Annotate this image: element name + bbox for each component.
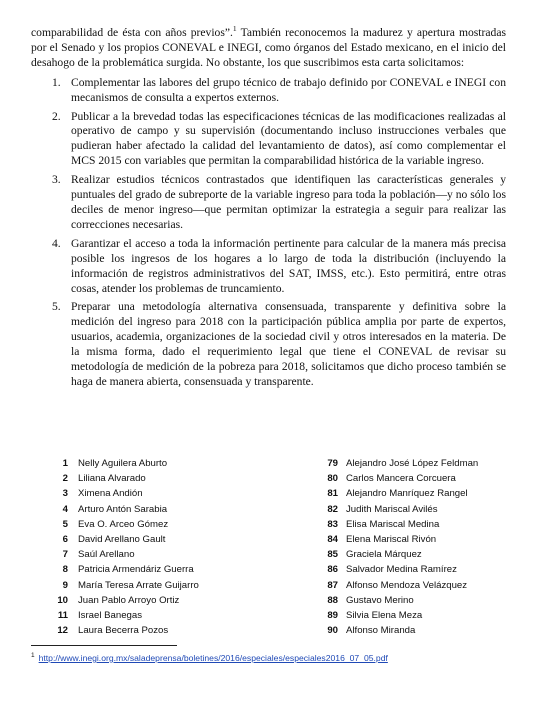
- request-text: Publicar a la brevedad todas las especificaciones técnicas de las modificaciones realizadas al operativo de campo y su supervisión (documentando incluso instrucciones verbales que pudieran haber afectado la calidad del levantamiento de datos), así como complementar el MCS 2015 con variables que permitan la comparabilidad histórica de la variable ingreso.: [71, 109, 506, 168]
- request-list: [31, 76, 506, 390]
- signer-row: [318, 517, 518, 532]
- request-text: Preparar una metodología alternativa consensuada, transparente y definitiva sobre la medición del ingreso para 2018 con la participación pública amplia por parte de expertos, usuarios, academia, organizaciones de la sociedad civil y otros interesados en la materia. De la misma forma, dado el requerimiento legal que tiene el CONEVAL de revisar su metodología de medición de la pobreza para 2018, solicitamos que dicho proceso también se haga de manera abierta, consensuada y transparente.: [71, 300, 506, 388]
- letter-body: [31, 26, 506, 394]
- request-number: 5.: [52, 300, 61, 314]
- signer-number: 5: [62, 518, 68, 530]
- signer-name: Alfonso Miranda: [346, 625, 416, 637]
- signer-name: Ximena Andión: [78, 488, 143, 500]
- intro-text-part2: También reconocemos la madurez y apertura mostradas por el Senado y los propios CONEVAL e INEGI, como órganos del Estado mexicano, en el inicio del desahogo de la problemática surgida. No obstante, los que suscribimos esta carta solicitamos:: [31, 26, 506, 69]
- request-item: [31, 300, 506, 389]
- signer-number: 11: [57, 610, 68, 622]
- footnote-link[interactable]: http://www.inegi.org.mx/saladeprensa/boletines/2016/especiales/especiales2016_07_05.pdf: [38, 652, 388, 663]
- signers-column-left: [50, 456, 250, 638]
- signer-number: 7: [62, 549, 68, 561]
- signer-name: Arturo Antón Sarabia: [78, 503, 168, 515]
- signer-number: 3: [62, 488, 68, 500]
- signer-row: [318, 456, 518, 471]
- signer-number: 89: [327, 610, 338, 622]
- request-number: 1.: [52, 75, 61, 89]
- signer-name: Israel Banegas: [78, 610, 142, 622]
- signer-name: Elena Mariscal Rivón: [346, 534, 437, 546]
- intro-text-part1: comparabilidad de ésta con años previos”.: [31, 26, 233, 39]
- request-item: [31, 237, 506, 297]
- signer-number: 6: [62, 534, 68, 546]
- signer-number: 83: [327, 518, 338, 530]
- signer-row: [50, 502, 250, 517]
- signer-number: 88: [327, 594, 338, 606]
- signer-name: Judith Mariscal Avilés: [346, 503, 438, 515]
- signer-row: [50, 517, 250, 532]
- signer-number: 85: [327, 549, 338, 561]
- signer-number: 8: [62, 564, 68, 576]
- signer-row: [50, 608, 250, 623]
- signer-row: [50, 547, 250, 562]
- signer-row: [318, 532, 518, 547]
- signer-row: [318, 562, 518, 577]
- request-text: Realizar estudios técnicos contrastados que identifiquen las características generales y puntuales del grado de subreporte de la variable ingreso para toda la población—y no sólo los deciles de menor ingreso—que permitan optimizar la estrategia a seguir para realizar las correcciones necesarias.: [71, 173, 506, 231]
- signer-number: 9: [62, 579, 68, 591]
- signer-name: Salvador Medina Ramírez: [346, 564, 457, 576]
- signer-name: Saúl Arellano: [78, 549, 135, 561]
- signer-name: Alejandro Manríquez Rangel: [346, 488, 468, 500]
- signer-name: Elisa Mariscal Medina: [346, 518, 440, 530]
- signer-row: [50, 486, 250, 501]
- request-text: Complementar las labores del grupo técnico de trabajo definido por CONEVAL e INEGI con mecanismos de consulta a expertos externos.: [71, 75, 506, 104]
- signer-name: Patricia Armendáriz Guerra: [78, 564, 194, 576]
- signer-row: [318, 486, 518, 501]
- signer-name: David Arellano Gault: [78, 534, 166, 546]
- signer-name: María Teresa Arrate Guijarro: [78, 579, 199, 591]
- signer-number: 81: [327, 488, 338, 500]
- request-item: [31, 76, 506, 106]
- signer-name: Liliana Alvarado: [78, 473, 146, 485]
- signer-row: [318, 547, 518, 562]
- signer-number: 84: [327, 534, 338, 546]
- signer-row: [318, 578, 518, 593]
- request-item: [31, 173, 506, 233]
- signer-row: [50, 456, 250, 471]
- signer-number: 4: [62, 503, 68, 515]
- signer-row: [50, 623, 250, 638]
- signer-row: [50, 532, 250, 547]
- signer-number: 2: [62, 473, 68, 485]
- signer-name: Gustavo Merino: [346, 594, 414, 606]
- signer-number: 79: [327, 458, 338, 469]
- signer-row: [50, 471, 250, 486]
- footnote: [31, 652, 531, 663]
- signer-number: 80: [327, 473, 338, 485]
- signer-name: Silvia Elena Meza: [346, 610, 423, 622]
- signer-name: Carlos Mancera Corcuera: [346, 473, 456, 485]
- signer-name: Juan Pablo Arroyo Ortiz: [78, 594, 180, 606]
- signer-row: [318, 608, 518, 623]
- signer-name: Graciela Márquez: [346, 549, 422, 561]
- signers-column-right: [318, 456, 518, 638]
- signer-number: 90: [327, 625, 338, 637]
- request-number: 4.: [52, 236, 61, 250]
- request-number: 2.: [52, 109, 61, 123]
- signer-row: [50, 578, 250, 593]
- signer-number: 1: [62, 458, 68, 469]
- signer-name: Laura Becerra Pozos: [78, 625, 169, 637]
- intro-paragraph: [31, 26, 506, 71]
- footnote-divider: [31, 645, 177, 646]
- signer-name: Alejandro José López Feldman: [346, 458, 479, 469]
- signer-row: [318, 593, 518, 608]
- request-number: 3.: [52, 173, 61, 187]
- signer-number: 82: [327, 503, 338, 515]
- signer-row: [50, 562, 250, 577]
- signer-number: 86: [327, 564, 338, 576]
- signer-number: 87: [327, 579, 338, 591]
- signer-name: Nelly Aguilera Aburto: [78, 458, 168, 469]
- request-item: [31, 110, 506, 170]
- signer-name: Eva O. Arceo Gómez: [78, 518, 169, 530]
- signer-row: [50, 593, 250, 608]
- signer-number: 12: [57, 625, 68, 637]
- signer-row: [318, 623, 518, 638]
- signer-number: 10: [57, 594, 68, 606]
- footnote-reference[interactable]: 1: [232, 24, 237, 34]
- signer-row: [318, 502, 518, 517]
- signer-row: [318, 471, 518, 486]
- signer-name: Alfonso Mendoza Velázquez: [346, 579, 468, 591]
- footnote-mark: 1: [31, 652, 35, 659]
- request-text: Garantizar el acceso a toda la información pertinente para calcular de la manera más precisa posible los ingresos de los hogares a lo largo de toda la distribución (incluyendo la información de registros administrativos del SAT, IMSS, etc.). Esto permitirá, entre otras cosas, atender los problemas de truncamiento.: [71, 236, 506, 295]
